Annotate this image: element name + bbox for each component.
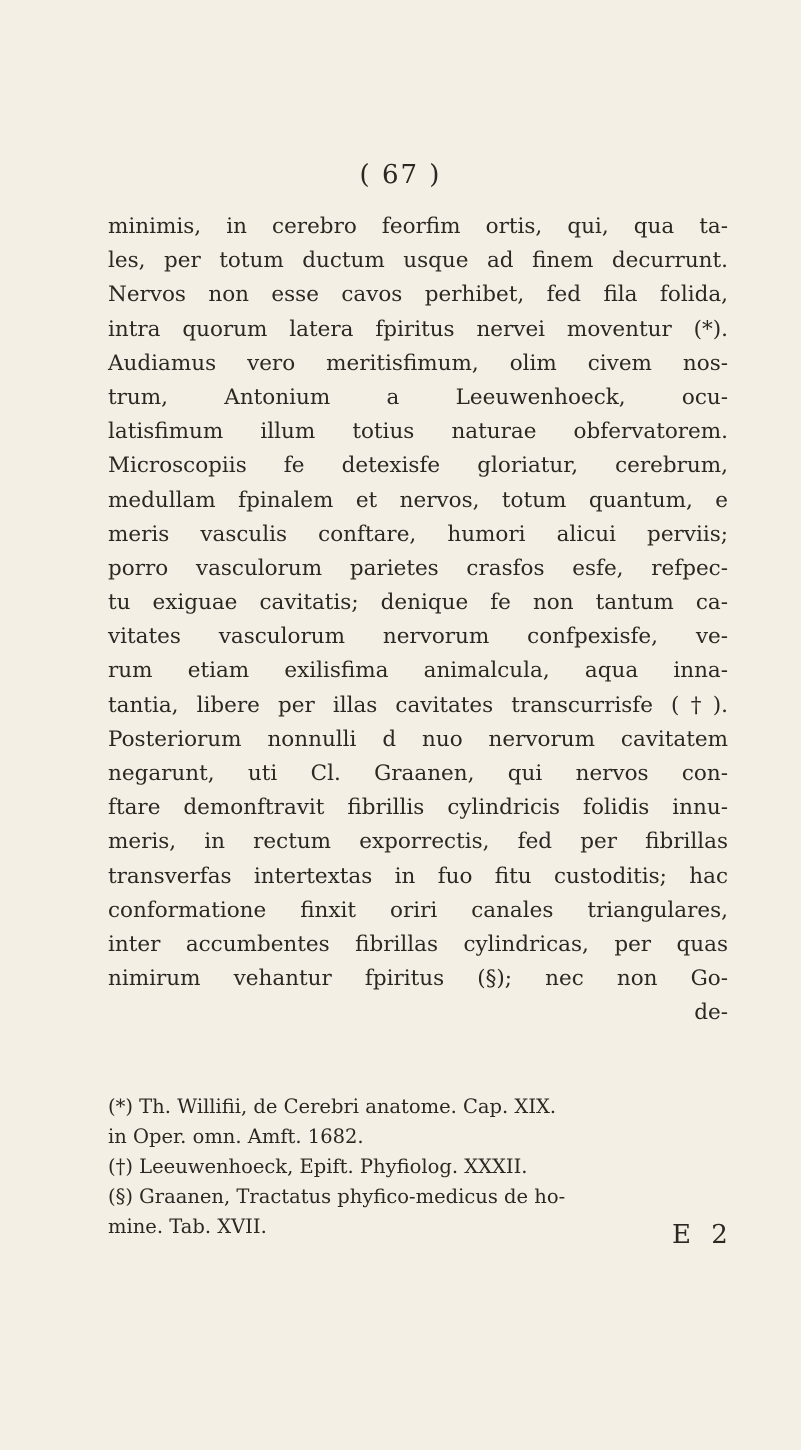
text-line: inter accumbentes fibrillas cylindricas, per quas (108, 931, 728, 957)
text-line: ftare demonftravit fibrillis cylindricis folidis innu- (108, 795, 728, 821)
text-line: meris, in rectum exporrectis, fed per fibrillas (108, 829, 728, 855)
page-number: ( 67 ) (359, 160, 442, 190)
footnote-line: mine. Tab. XVII. (108, 1215, 267, 1238)
signature-mark: E 2 (672, 1220, 734, 1250)
text-line: les, per totum ductum usque ad finem decurrunt. (108, 248, 728, 274)
text-line: Nervos non esse cavos perhibet, fed fila folida, (108, 282, 728, 308)
text-line: minimis, in cerebro feorfim ortis, qui, qua ta- (108, 214, 728, 239)
footnote-line: (§) Graanen, Tractatus phyfico-medicus de ho- (108, 1185, 566, 1208)
text-line: porro vasculorum parietes crasfos esfe, refpec- (108, 555, 728, 581)
text-line: intra quorum latera fpiritus nervei moventur (*). (108, 316, 728, 342)
text-line: latisfimum illum totius naturae obfervatorem. (108, 419, 728, 445)
footnote-line: in Oper. omn. Amft. 1682. (108, 1125, 364, 1148)
text-line: Audiamus vero meritisfimum, olim civem nos- (108, 350, 728, 376)
text-line: negarunt, uti Cl. Graanen, qui nervos con- (108, 761, 728, 786)
text-line: rum etiam exilisfima animalcula, aqua inna- (108, 658, 728, 684)
footnote-line: (*) Th. Willifii, de Cerebri anatome. Cap. XIX. (108, 1095, 557, 1118)
text-line: Microscopiis fe detexisfe gloriatur, cerebrum, (108, 453, 728, 479)
text-line: meris vasculis conftare, humori alicui perviis; (108, 521, 728, 547)
text-line: Posteriorum nonnulli d nuo nervorum cavitatem (108, 726, 728, 752)
catchword: de- (694, 1000, 728, 1026)
text-line: trum, Antonium a Leeuwenhoeck, ocu- (108, 384, 728, 410)
text-line: vitates vasculorum nervorum confpexisfe, ve- (108, 624, 728, 650)
text-line: transverfas intertextas in fuo fitu custoditis; hac (108, 863, 728, 889)
text-line: nimirum vehantur fpiritus (§); nec non Go- (108, 966, 728, 992)
footnotes (108, 1092, 728, 1242)
body-text (108, 210, 728, 1031)
text-line: tu exiguae cavitatis; denique fe non tantum ca- (108, 590, 728, 616)
footnote-line: (†) Leeuwenhoeck, Epift. Phyfiolog. XXXII. (108, 1155, 528, 1178)
text-line: tantia, libere per illas cavitates transcurrisfe (†). (108, 692, 728, 718)
text-line: medullam fpinalem et nervos, totum quantum, e (108, 487, 728, 513)
text-line: conformatione finxit oriri canales triangulares, (108, 897, 728, 923)
